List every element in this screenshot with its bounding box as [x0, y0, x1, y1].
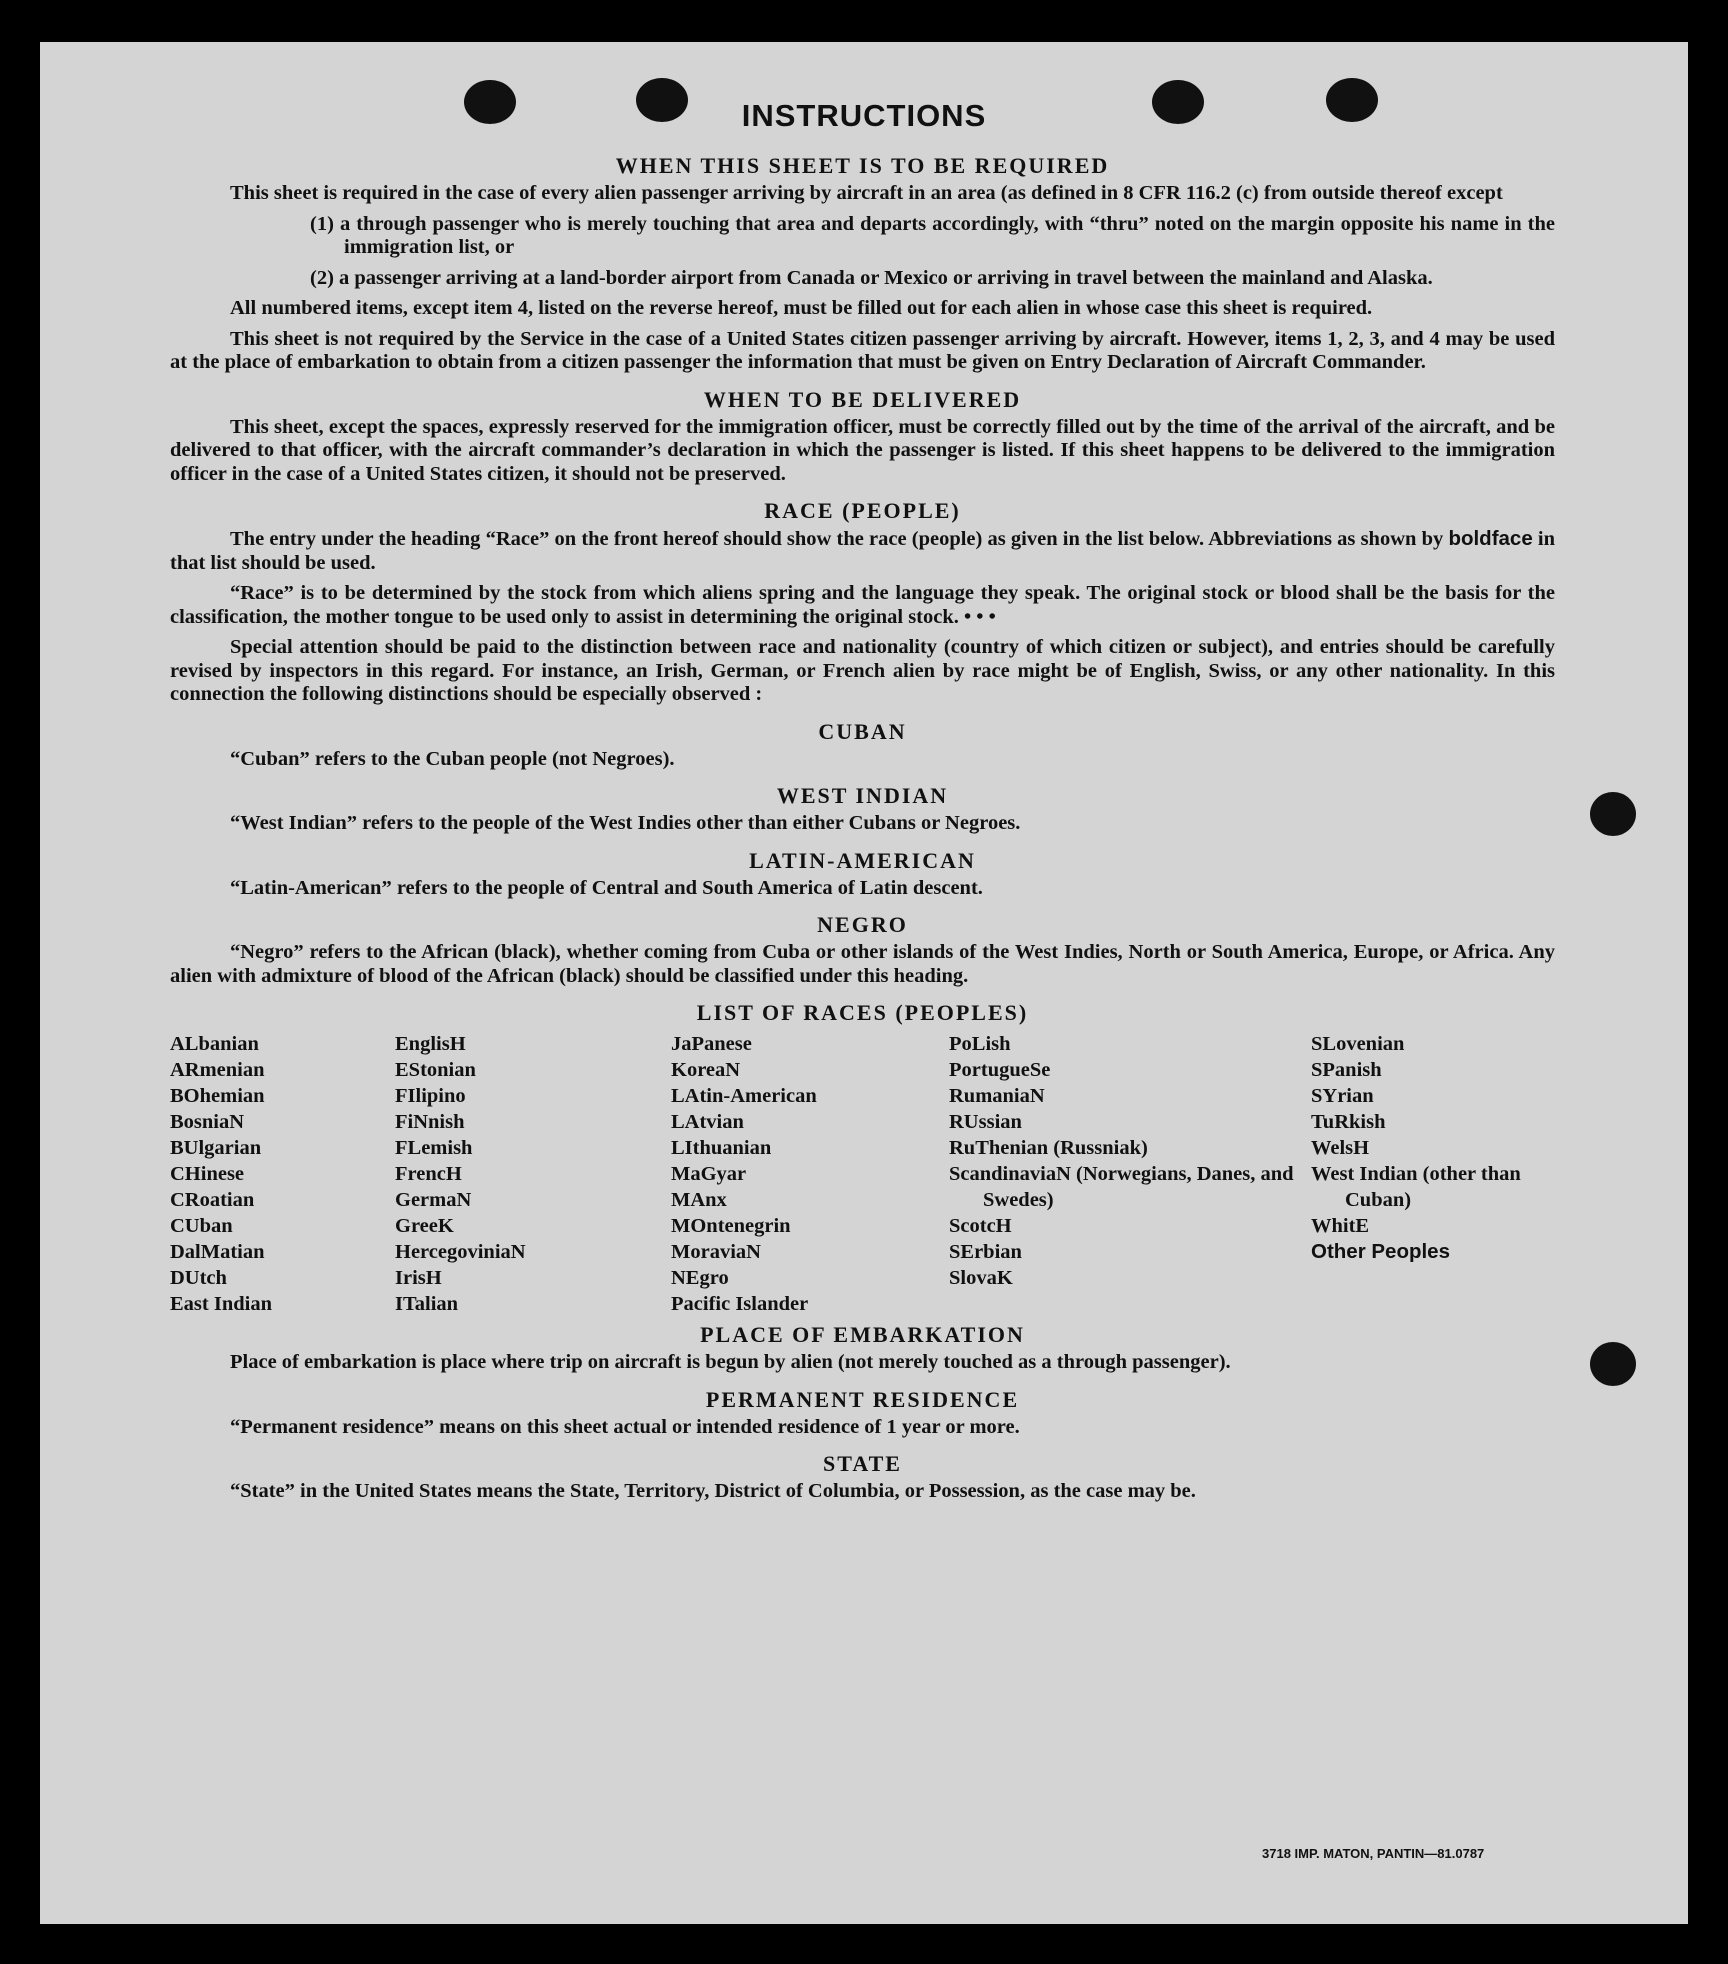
paragraph: This sheet, except the spaces, expressly reserved for the immigration officer, must be correctly filled out by the time of the arrival of the aircraft, and be delivered to that officer, with the aircraft commander’s declaration in which the passenger is listed. If this sheet happens to be delivered to the immigration officer in the case of a United States citizen, it should not be preserved.	[170, 415, 1555, 485]
paragraph: “Latin-American” refers to the people of Central and South America of Latin descent.	[230, 876, 983, 899]
race-entry: TuRkish	[1311, 1111, 1386, 1133]
punch-hole	[1590, 792, 1636, 836]
race-entry: LAtvian	[671, 1111, 744, 1133]
race-entry: SYrian	[1311, 1085, 1374, 1107]
race-entry: DalMatian	[170, 1241, 265, 1263]
race-entry: CHinese	[170, 1163, 245, 1185]
page-title: INSTRUCTIONS	[741, 98, 987, 133]
race-entry: MAnx	[671, 1189, 727, 1211]
race-entry: RumaniaN	[949, 1085, 1045, 1107]
races-column	[671, 1031, 949, 1317]
paragraph: “State” in the United States means the State, Territory, District of Columbia, or Possession, as the case may be.	[230, 1480, 1196, 1502]
race-entry: FiNnish	[395, 1111, 465, 1133]
race-entry: SPanish	[1311, 1059, 1382, 1081]
race-entry: EnglisH	[395, 1033, 466, 1055]
race-entry: SlovaK	[949, 1267, 1013, 1289]
exception-item-2: (2) a passenger arriving at a land-border airport from Canada or Mexico or arriving in travel between the mainland and Alaska.	[310, 266, 1433, 289]
race-entry: IrisH	[395, 1267, 442, 1289]
heading-state: STATE	[823, 1451, 902, 1476]
heading-race: RACE (PEOPLE)	[764, 498, 961, 523]
paragraph: Place of embarkation is place where trip on aircraft is begun by alien (not merely touched as a through passenger).	[230, 1351, 1231, 1373]
race-entry: MOntenegrin	[671, 1215, 791, 1237]
race-entry: WelsH	[1311, 1137, 1370, 1159]
heading-negro: NEGRO	[817, 912, 908, 937]
heading-when-delivered: WHEN TO BE DELIVERED	[703, 386, 1022, 412]
race-entry: ScandinaviaN (Norwegians, Danes, and Swedes)	[949, 1163, 1294, 1211]
paragraph: This sheet is required in the case of every alien passenger arriving by aircraft in an area (as defined in 8 CFR 116.2 (c) from outside thereof except	[230, 182, 1503, 204]
paragraph	[170, 527, 1555, 582]
heading-permanent-residence: PERMANENT RESIDENCE	[705, 1386, 1020, 1412]
paragraph: “West Indian” refers to the people of the West Indies other than either Cubans or Negroes.	[230, 812, 1021, 834]
race-entry: MoraviaN	[671, 1241, 761, 1263]
paragraph: All numbered items, except item 4, listed on the reverse hereof, must be filled out for each alien in whose case this sheet is required.	[230, 297, 1373, 319]
race-entry: PortugueSe	[949, 1059, 1051, 1081]
document-sheet	[40, 42, 1688, 1924]
race-entry: ALbanian	[170, 1033, 259, 1055]
races-column	[170, 1031, 395, 1317]
race-entry: West Indian (other than Cuban)	[1311, 1163, 1521, 1211]
race-entry: GreeK	[395, 1215, 454, 1237]
race-entry: BosniaN	[170, 1111, 245, 1133]
race-entry: Other Peoples	[1311, 1240, 1450, 1263]
text: The entry under the heading “Race” on the front hereof should show the race (people) as given in the list below. Abbreviations as shown by	[230, 528, 1444, 550]
heading-latin-american: LATIN-AMERICAN	[749, 847, 976, 873]
race-entry: SLovenian	[1311, 1033, 1405, 1055]
races-column	[1311, 1031, 1555, 1317]
heading-list-of-races: LIST OF RACES (PEOPLES)	[696, 1000, 1029, 1025]
races-list	[170, 1031, 1555, 1317]
paragraph: “Negro” refers to the African (black), whether coming from Cuba or other islands of the West Indies, North or South America, Europe, or Africa. Any alien with admixture of blood of the African (black) should be classified under this heading.	[170, 941, 1555, 987]
races-column	[395, 1031, 671, 1317]
race-entry: HercegoviniaN	[395, 1241, 526, 1263]
race-entry: NEgro	[671, 1267, 729, 1289]
race-entry: PoLish	[949, 1033, 1011, 1055]
race-entry: Pacific Islander	[671, 1293, 809, 1315]
race-entry: CUban	[170, 1215, 233, 1237]
text: in that list should be used.	[170, 528, 1556, 574]
printer-imprint: 3718 IMP. MATON, PANTIN—81.0787	[1262, 1846, 1485, 1861]
heading-place-of-embarkation: PLACE OF EMBARKATION	[700, 1322, 1025, 1347]
paragraph: “Cuban” refers to the Cuban people (not Negroes).	[230, 747, 675, 770]
race-entry: RUssian	[949, 1111, 1022, 1133]
race-entry: FrencH	[395, 1163, 462, 1185]
race-entry: CRoatian	[170, 1189, 255, 1211]
heading-cuban: CUBAN	[818, 718, 907, 744]
race-entry: FIlipino	[395, 1085, 466, 1107]
heading-when-required: WHEN THIS SHEET IS TO BE REQUIRED	[615, 153, 1110, 178]
race-entry: DUtch	[170, 1267, 227, 1289]
race-entry: BUlgarian	[170, 1137, 262, 1159]
paragraph: Special attention should be paid to the distinction between race and nationality (country of which citizen or subject), and entries should be carefully revised by inspectors in this regard. For instance, an Irish, German, or French alien by race might be of English, Swiss, or any other nationality. In this connection the following distinctions should be especially observed :	[170, 636, 1555, 705]
paragraph: “Race” is to be determined by the stock from which aliens spring and the language they speak. The original stock or blood shall be the basis for the classification, the mother tongue to be used only to assist in determining the original stock. • • •	[170, 582, 1555, 628]
race-entry: RuThenian (Russniak)	[949, 1137, 1148, 1159]
boldface-word: boldface	[1448, 527, 1533, 550]
race-entry: WhitE	[1311, 1215, 1370, 1237]
paragraph: “Permanent residence” means on this sheet actual or intended residence of 1 year or more.	[230, 1415, 1020, 1438]
race-entry: ARmenian	[170, 1059, 265, 1081]
race-entry: MaGyar	[671, 1163, 747, 1185]
punch-hole	[1590, 1342, 1636, 1386]
race-entry: JaPanese	[671, 1033, 752, 1055]
race-entry: EStonian	[395, 1059, 476, 1081]
exception-item-1: (1) a through passenger who is merely touching that area and departs accordingly, with “thru” noted on the margin opposite his name in the immigration list, or	[310, 212, 1555, 258]
instructions-body	[170, 148, 1555, 1511]
heading-west-indian: WEST INDIAN	[776, 783, 949, 808]
race-entry: GermaN	[395, 1189, 472, 1211]
race-entry: SErbian	[949, 1241, 1022, 1263]
race-entry: East Indian	[170, 1293, 272, 1315]
race-entry: ScotcH	[949, 1215, 1012, 1237]
paragraph: This sheet is not required by the Service in the case of a United States citizen passenger arriving by aircraft. However, items 1, 2, 3, and 4 may be used at the place of embarkation to obtain from a citizen passenger the information that must be given on Entry Declaration of Aircraft Commander.	[170, 327, 1555, 373]
race-entry: BOhemian	[170, 1085, 265, 1107]
race-entry: LAtin-American	[671, 1085, 817, 1107]
races-column	[949, 1031, 1311, 1317]
race-entry: KoreaN	[671, 1059, 741, 1081]
race-entry: LIthuanian	[671, 1137, 772, 1159]
race-entry: FLemish	[395, 1137, 473, 1159]
race-entry: ITalian	[395, 1293, 459, 1315]
